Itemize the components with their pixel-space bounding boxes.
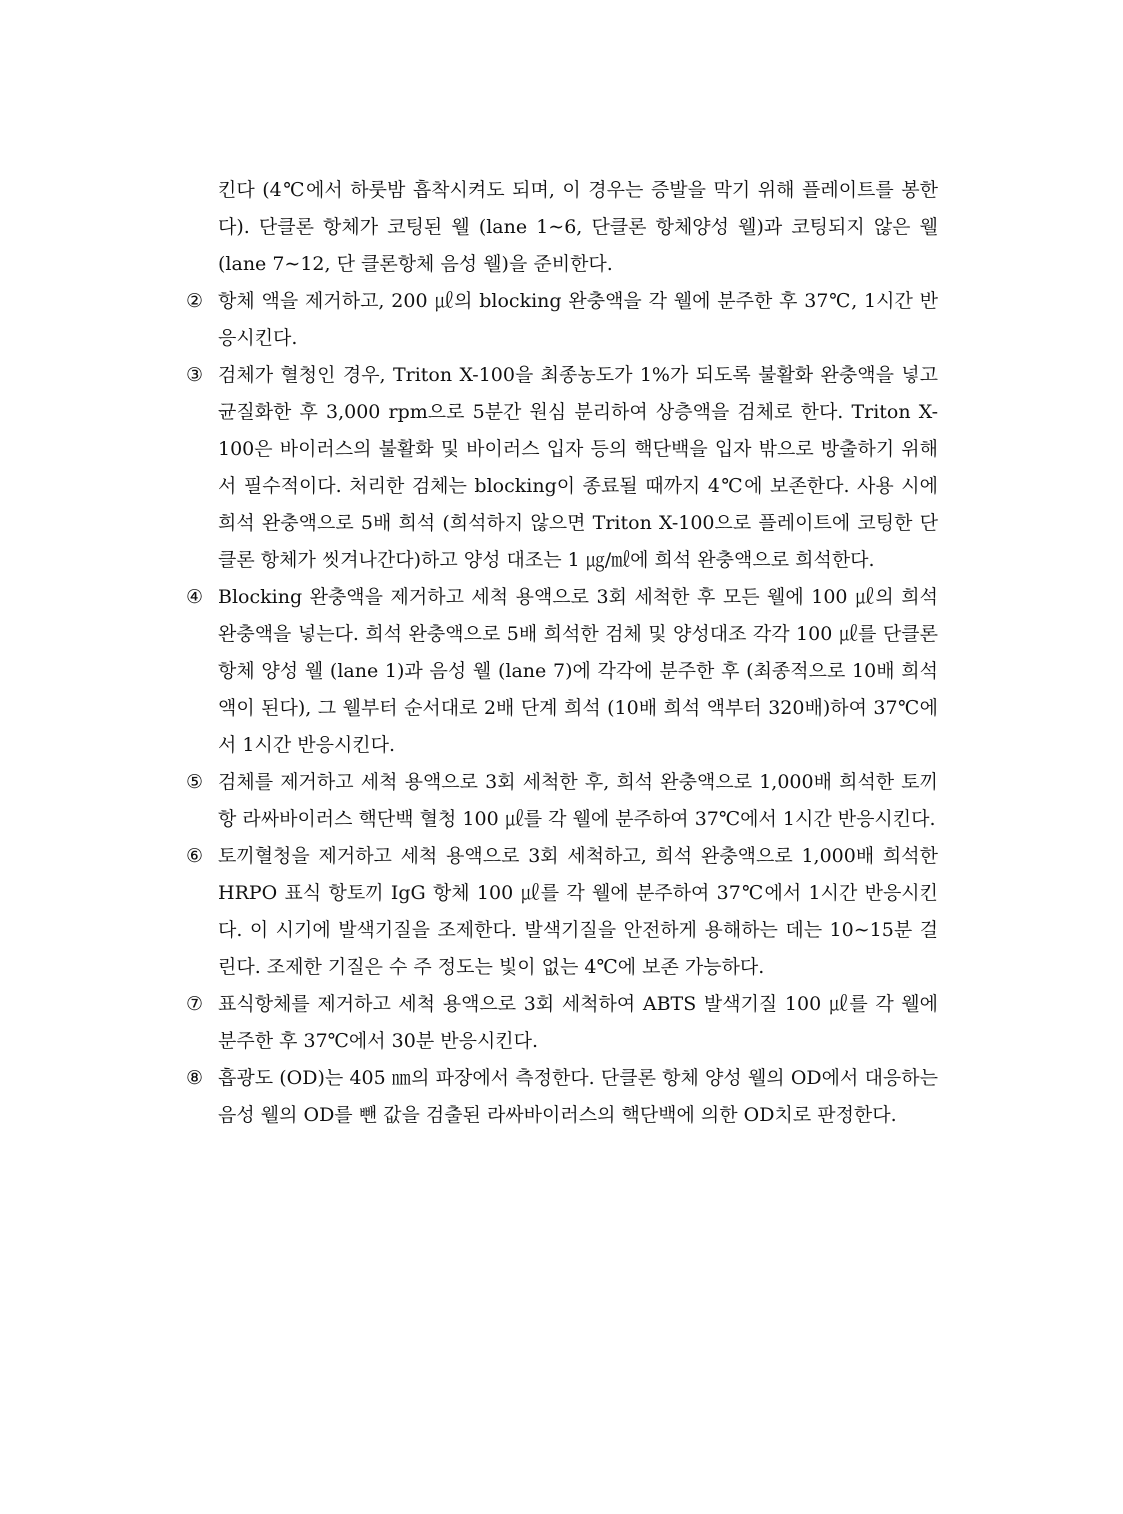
step-text: 항체 액을 제거하고, 200 ㎕의 blocking 완충액을 각 웰에 분주한 후 37℃, 1시간 반응시킨다. xyxy=(218,290,938,349)
step-text: 흡광도 (OD)는 405 ㎚의 파장에서 측정한다. 단클론 항체 양성 웰의 OD에서 대응하는 음성 웰의 OD를 뺀 값을 검출된 라싸바이러스의 핵단백에 의한 OD치로 판정한다. xyxy=(218,1067,938,1126)
step-8 xyxy=(186,1060,938,1134)
step-marker: ② xyxy=(186,290,204,312)
step-4 xyxy=(186,579,938,764)
step-marker: ③ xyxy=(186,364,204,386)
intro-paragraph: 킨다 (4℃에서 하룻밤 흡착시켜도 되며, 이 경우는 증발을 막기 위해 플레이트를 봉한다). 단클론 항체가 코팅된 웰 (lane 1∼6, 단클론 항체양성 웰)과 코팅되지 않은 웰 (lane 7∼12, 단 클론항체 음성 웰)을 준비한다. xyxy=(218,179,938,275)
step-6 xyxy=(186,838,938,986)
step-text: 검체가 혈청인 경우, Triton X-100을 최종농도가 1%가 되도록 불활화 완충액을 넣고 균질화한 후 3,000 rpm으로 5분간 원심 분리하여 상층액을 검체로 한다. Triton X-100은 바이러스의 불활화 및 바이러스 입자 등의 핵단백을 입자 밖으로 방출하기 위해서 필수적이다. 처리한 검체는 blocking이 종료될 때까지 4℃에 보존한다. 사용 시에 희석 완충액으로 5배 희석 (희석하지 않으면 Triton X-100으로 플레이트에 코팅한 단클론 항체가 씻겨나간다)하고 양성 대조는 1 ㎍/㎖에 희석 완충액으로 희석한다. xyxy=(218,364,938,571)
step-marker: ⑤ xyxy=(186,771,204,793)
step-text: 토끼혈청을 제거하고 세척 용액으로 3회 세척하고, 희석 완충액으로 1,000배 희석한 HRPO 표식 항토끼 IgG 항체 100 ㎕를 각 웰에 분주하여 37℃에서 1시간 반응시킨다. 이 시기에 발색기질을 조제한다. 발색기질을 안전하게 용해하는 데는 10∼15분 걸린다. 조제한 기질은 수 주 정도는 빛이 없는 4℃에 보존 가능하다. xyxy=(218,845,938,978)
step-marker: ⑦ xyxy=(186,993,204,1015)
step-5 xyxy=(186,764,938,838)
step-2 xyxy=(186,283,938,357)
step-marker: ④ xyxy=(186,586,204,608)
step-marker: ⑥ xyxy=(186,845,204,867)
protocol-text xyxy=(186,172,938,1134)
step-7 xyxy=(186,986,938,1060)
step-marker: ⑧ xyxy=(186,1067,204,1089)
step-text: 검체를 제거하고 세척 용액으로 3회 세척한 후, 희석 완충액으로 1,000배 희석한 토끼 항 라싸바이러스 핵단백 혈청 100 ㎕를 각 웰에 분주하여 37℃에서 1시간 반응시킨다. xyxy=(218,771,938,830)
step-text: 표식항체를 제거하고 세척 용액으로 3회 세척하여 ABTS 발색기질 100 ㎕를 각 웰에 분주한 후 37℃에서 30분 반응시킨다. xyxy=(218,993,938,1052)
step-text: Blocking 완충액을 제거하고 세척 용액으로 3회 세척한 후 모든 웰에 100 ㎕의 희석 완충액을 넣는다. 희석 완충액으로 5배 희석한 검체 및 양성대조 각각 100 ㎕를 단클론 항체 양성 웰 (lane 1)과 음성 웰 (lane 7)에 각각에 분주한 후 (최종적으로 10배 희석액이 된다), 그 웰부터 순서대로 2배 단계 희석 (10배 희석 액부터 320배)하여 37℃에서 1시간 반응시킨다. xyxy=(218,586,938,756)
step-3 xyxy=(186,357,938,579)
